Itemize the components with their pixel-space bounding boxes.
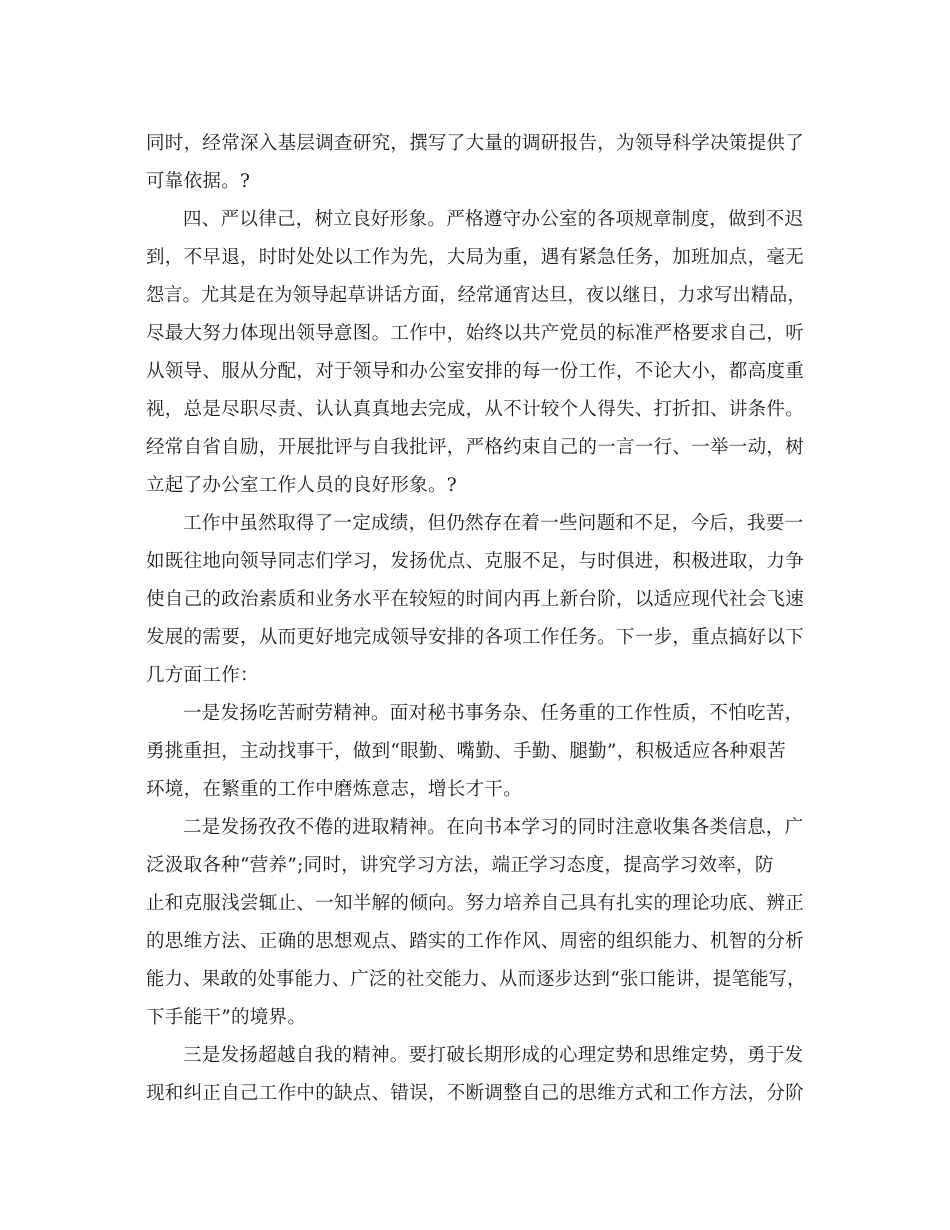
text-line: 到，不早退，时时处处以工作为先，大局为重，遇有紧急任务，加班加点，毫无 (146, 247, 805, 268)
text-line: 同时，经常深入基层调查研究，撰写了大量的调研报告，为领导科学决策提供了 (146, 133, 805, 154)
text-line: 下手能干”的境界。 (146, 1007, 307, 1028)
text-line: 能力、果敢的处事能力、广泛的社交能力、从而逐步达到“张口能讲，提笔能写， (146, 969, 806, 990)
text-line: 尽最大努力体现出领导意图。工作中，始终以共产党员的标准严格要求自己，听 (146, 323, 805, 344)
text-line: 环境，在繁重的工作中磨炼意志，增长才干。 (146, 779, 523, 800)
text-line: 泛汲取各种“营养”;同时，讲究学习方法，端正学习态度，提高学习效率，防 (146, 855, 774, 876)
text-line: 怨言。尤其是在为领导起草讲话方面，经常通宵达旦，夜以继日，力求写出精品， (146, 285, 806, 306)
text-line: 发展的需要，从而更好地完成领导安排的各项工作任务。下一步，重点搞好以下 (146, 627, 805, 648)
text-line: 可靠依据。? (146, 171, 251, 192)
text-line: 几方面工作： (146, 665, 259, 686)
text-line: 使自己的政治素质和业务水平在较短的时间内再上新台阶，以适应现代社会飞速 (146, 589, 805, 610)
text-line: 现和纠正自己工作中的缺点、错误，不断调整自己的思维方式和工作方法，分阶 (146, 1083, 805, 1104)
text-line: 的思维方法、正确的思想观点、踏实的工作作风、周密的组织能力、机智的分析 (146, 931, 805, 952)
text-line: 勇挑重担，主动找事干，做到“眼勤、嘴勤、手勤、腿勤”，积极适应各种艰苦 (146, 741, 786, 762)
text-line: 立起了办公室工作人员的良好形象。? (146, 475, 458, 496)
paragraph-start-line: 一是发扬吃苦耐劳精神。面对秘书事务杂、任务重的工作性质，不怕吃苦， (183, 703, 804, 724)
text-line: 经常自省自励，开展批评与自我批评，严格约束自己的一言一行、一举一动，树 (146, 437, 805, 458)
paragraph-start-line: 三是发扬超越自我的精神。要打破长期形成的心理定势和思维定势，勇于发 (183, 1045, 804, 1066)
paragraph-start-line: 二是发扬孜孜不倦的进取精神。在向书本学习的同时注意收集各类信息，广 (183, 817, 804, 838)
text-line: 视，总是尽职尽责、认认真真地去完成，从不计较个人得失、打折扣、讲条件。 (146, 399, 805, 420)
text-line: 如既往地向领导同志们学习，发扬优点、克服不足，与时俱进，积极进取，力争 (146, 551, 805, 572)
paragraph-start-line: 四、严以律己，树立良好形象。严格遵守办公室的各项规章制度，做到不迟 (183, 209, 804, 230)
paragraph-start-line: 工作中虽然取得了一定成绩，但仍然存在着一些问题和不足，今后，我要一 (183, 513, 804, 534)
text-line: 从领导、服从分配，对于领导和办公室安排的每一份工作，不论大小，都高度重 (146, 361, 805, 382)
text-line: 止和克服浅尝辄止、一知半解的倾向。努力培养自己具有扎实的理论功底、辨正 (146, 893, 805, 914)
